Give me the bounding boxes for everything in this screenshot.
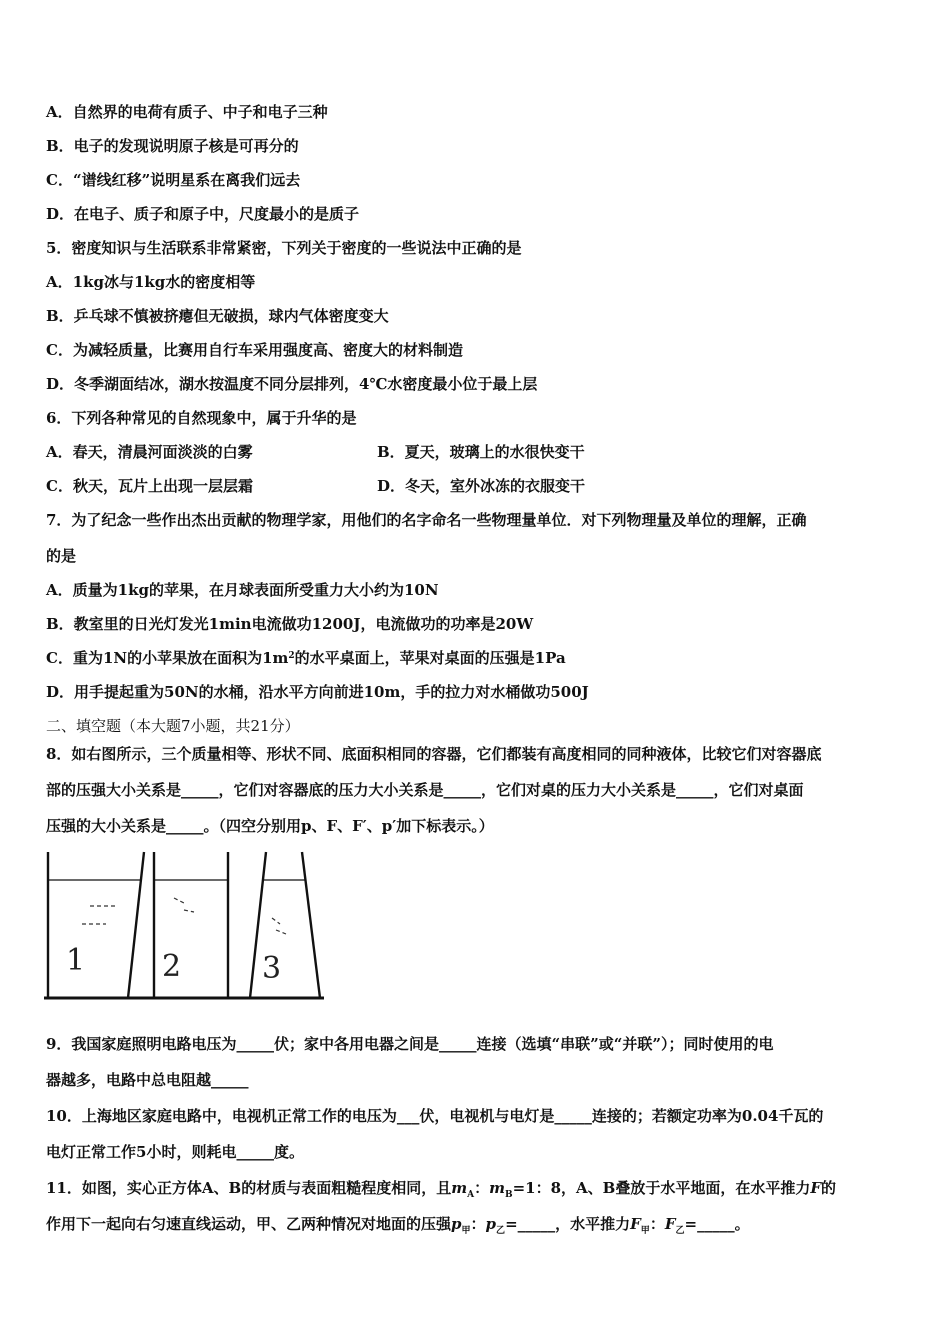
- q4-option-d: D．在电子、质子和原子中，尺度最小的是质子: [46, 205, 360, 223]
- q4-option-c: C．“谱线红移”说明星系在离我们远去: [46, 171, 301, 189]
- container-3-liquid-mark: [272, 918, 280, 924]
- q11-line1-a: 11．如图，实心正方体A、B的材质与表面粗糙程度相同，且: [46, 1179, 452, 1197]
- q11-line1-c: 的: [820, 1179, 836, 1197]
- container-3-right-wall: [302, 852, 320, 998]
- q11-sub-yi: 乙: [496, 1226, 506, 1236]
- q11-force-f: F: [810, 1179, 821, 1197]
- q11-f-yi: F: [664, 1215, 676, 1233]
- container-2-liquid-mark: [174, 898, 186, 904]
- q8-line3: 压强的大小关系是_____。（四空分别用p、F、F′、p′加下标表示。）: [46, 817, 494, 835]
- q11-sub-jia2: 甲: [640, 1226, 650, 1236]
- q11-colon1: ：: [474, 1179, 490, 1197]
- q7-option-c: [46, 648, 566, 668]
- q11-line1-b: =1：8，A、B叠放于水平地面，在水平推力: [512, 1179, 811, 1197]
- q4-option-b: B．电子的发现说明原子核是可再分的: [46, 137, 299, 155]
- q8-line2: 部的压强大小关系是_____，它们对容器底的压力大小关系是_____，它们对桌的压力大小关系是_____，它们对桌面: [46, 781, 804, 799]
- q10-line2: 电灯正常工作5小时，则耗电_____度。: [46, 1143, 304, 1161]
- q7-option-a: A．质量为1kg的苹果，在月球表面所受重力大小约为10N: [46, 581, 439, 599]
- q11-sub-jia: 甲: [461, 1226, 471, 1236]
- q9-line1: 9．我国家庭照明电路电压为_____伏；家中各用电器之间是_____连接（选填“串联”或“并联”）；同时使用的电: [46, 1035, 774, 1053]
- q9-line2: 器越多，电路中总电阻越_____: [46, 1071, 249, 1089]
- containers-figure: [44, 848, 326, 1004]
- q7-option-c-sup: 2: [288, 651, 295, 661]
- q7-stem-line2: 的是: [46, 547, 77, 565]
- q5-option-d: D．冬季湖面结冰，湖水按温度不同分层排列，4℃水密度最小位于最上层: [46, 375, 538, 393]
- q10-line1: 10．上海地区家庭电路中，电视机正常工作的电压为___伏，电视机与电灯是_____连接的；若额定功率为0.04千瓦的: [46, 1107, 824, 1125]
- q6-option-d: D．冬天，室外冰冻的衣服变干: [377, 477, 586, 495]
- q11-sub-yi2: 乙: [675, 1226, 685, 1236]
- q11-m-a: m: [451, 1179, 468, 1197]
- q6-option-c: C．秋天，瓦片上出现一层层霜: [46, 477, 253, 495]
- q11-line2-a: 作用下一起向右匀速直线运动，甲、乙两种情况对地面的压强: [46, 1215, 452, 1233]
- q5-option-c: C．为减轻质量，比赛用自行车采用强度高、密度大的材料制造: [46, 341, 463, 359]
- q7-option-c-post: 的水平桌面上，苹果对桌面的压强是1Pa: [294, 649, 566, 667]
- q7-option-c-pre: C．重为1N的小苹果放在面积为1m: [46, 649, 289, 667]
- q5-stem: 5．密度知识与生活联系非常紧密，下列关于密度的一些说法中正确的是: [46, 239, 522, 257]
- q11-p-jia: p: [451, 1215, 462, 1233]
- q8-line1: 8．如右图所示，三个质量相等、形状不同、底面积相同的容器，它们都装有高度相同的同种液体，比较它们对容器底: [46, 745, 822, 763]
- container-2-liquid-mark: [184, 910, 194, 912]
- container-3-label: 3: [262, 951, 282, 986]
- section-2-title: 二、填空题（本大题7小题，共21分）: [46, 717, 300, 735]
- q11-line2: [46, 1214, 750, 1241]
- q11-p-yi: p: [485, 1215, 497, 1233]
- container-2-label: 2: [162, 949, 182, 984]
- container-1-right-wall: [128, 852, 144, 998]
- q11-m-b: m: [489, 1179, 505, 1197]
- q5-option-b: B．乒乓球不慎被挤瘪但无破损，球内气体密度变大: [46, 307, 389, 325]
- q6-option-b: B．夏天，玻璃上的水很快变干: [377, 443, 585, 461]
- q11-line2-b: =_____，水平推力: [505, 1215, 631, 1233]
- q5-option-a: A．1kg冰与1kg水的密度相等: [46, 273, 256, 291]
- q7-stem-line1: 7．为了纪念一些作出杰出贡献的物理学家，用他们的名字命名一些物理量单位．对下列物理量及单位的理解，正确: [46, 511, 807, 529]
- q11-colon3: ：: [649, 1215, 665, 1233]
- q11-line2-c: =_____。: [684, 1215, 750, 1233]
- q6-stem: 6．下列各种常见的自然现象中，属于升华的是: [46, 409, 357, 427]
- q6-option-a: A．春天，清晨河面淡淡的白雾: [46, 443, 253, 461]
- q7-option-d: D．用手提起重为50N的水桶，沿水平方向前进10m，手的拉力对水桶做功500J: [46, 683, 589, 701]
- q11-line1: [46, 1178, 836, 1205]
- q11-f-jia: F: [630, 1215, 641, 1233]
- q11-sub-b: B: [504, 1190, 513, 1200]
- container-3-liquid-mark: [276, 930, 286, 934]
- container-1-label: 1: [66, 943, 86, 978]
- q11-colon2: ：: [470, 1215, 486, 1233]
- q7-option-b: B．教室里的日光灯发光1min电流做功1200J，电流做功的功率是20W: [46, 615, 534, 633]
- q11-sub-a: A: [467, 1190, 475, 1200]
- q4-option-a: A．自然界的电荷有质子、中子和电子三种: [46, 103, 328, 121]
